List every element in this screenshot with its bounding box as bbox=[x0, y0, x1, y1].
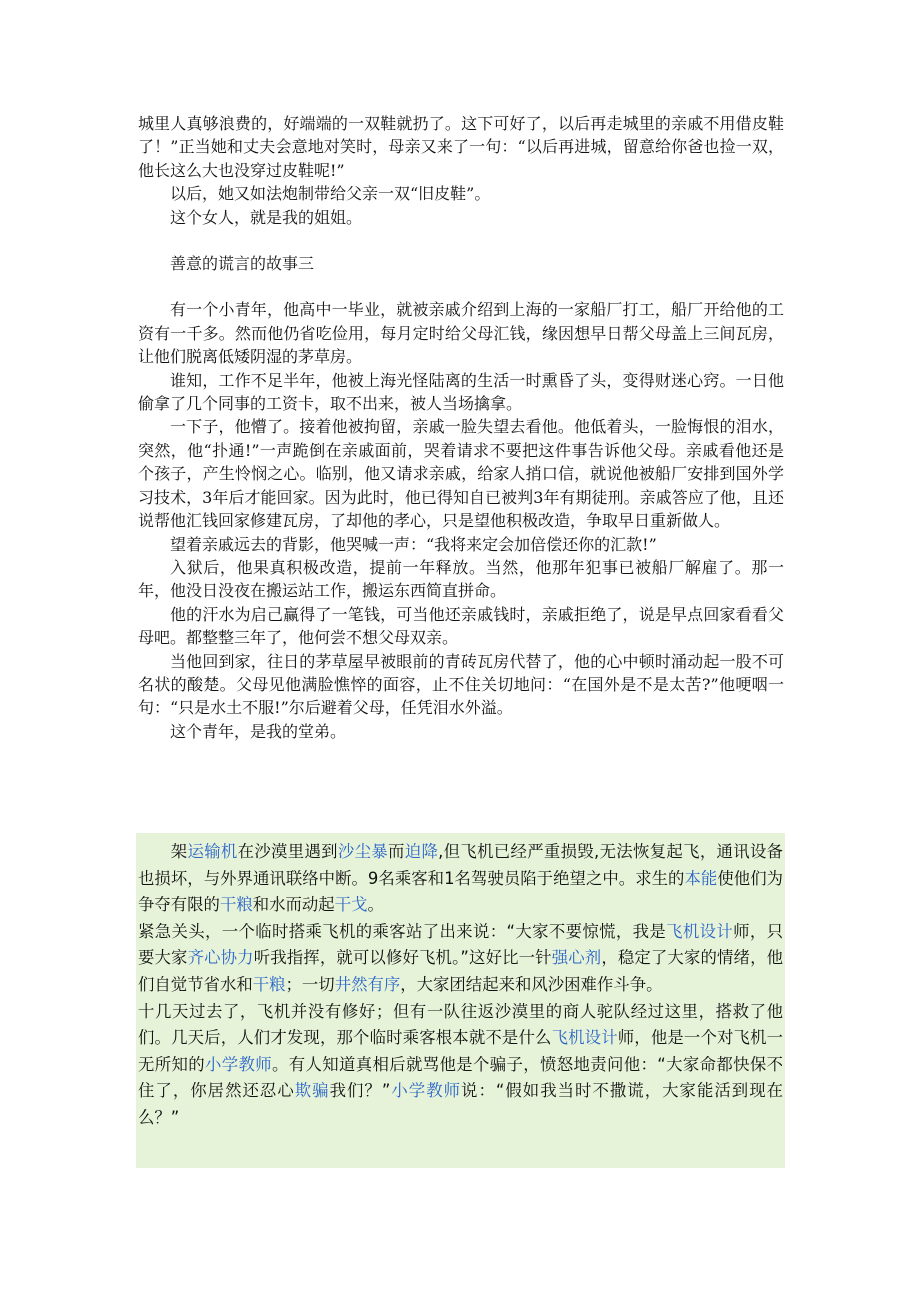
paragraph: 望着亲戚远去的背影，他哭喊一声：“我将来定会加倍偿还你的汇款!” bbox=[170, 534, 657, 554]
text-run: 使他们为争夺有限的 bbox=[138, 868, 784, 915]
text-run: 师，只要大家 bbox=[138, 921, 783, 968]
paragraph: 当他回到家，往日的茅草屋早被眼前的青砖瓦房代替了，他的心中顿时涌动起一股不可名状的酸楚。父母见他满脸憔悴的面容，止不住关切地问：“在国外是不是太苦?”他哽咽一句：“只是水土不服!”尔后避着父母，任凭泪水外溢。 bbox=[138, 651, 784, 718]
paragraph: 有一个小青年，他高中一毕业，就被亲戚介绍到上海的一家船厂打工，船厂开给他的工资有一千多。然而他仍省吃俭用，每月定时给父母汇钱，缘因想早日帮父母盖上三间瓦房，让他们脱离低矮阴湿的茅草房。 bbox=[138, 300, 784, 367]
keyword-link[interactable]: 飞机设计 bbox=[666, 921, 734, 941]
paragraph: 城里人真够浪费的，好端端的一双鞋就扔了。这下可好了，以后再走城里的亲戚不用借皮鞋了！”正当她和丈夫会意地对笑时，母亲又来了一句：“以后再进城，留意给你爸也捡一双，他长这么大也没穿过皮鞋呢!” bbox=[138, 114, 784, 180]
highlighted-story-section bbox=[136, 833, 785, 1168]
keyword-link[interactable]: 沙尘暴 bbox=[337, 842, 389, 861]
keyword-link[interactable]: 干粮 bbox=[252, 974, 286, 994]
text-run: 十几天过去了，飞机并没有修好；但有一队往返沙漠里的商人驼队经过这里，搭救了他们。几天后，人们才发现，那个临时乘客根本就不是什么 bbox=[138, 1001, 783, 1048]
story-section-1 bbox=[138, 112, 784, 743]
keyword-link[interactable]: 强心剂 bbox=[551, 948, 602, 968]
paragraph: 一下子，他懵了。接着他被拘留，亲戚一脸失望去看他。他低着头，一脸悔恨的泪水，突然，他“扑通!”一声跪倒在亲戚面前，哭着请求不要把这件事告诉他父母。亲戚看他还是个孩子，产生怜悯之心。临别，他又请求亲戚，给家人捎口信，就说他被船厂安排到国外学习技术，3年后才能回家。因为此时，他已得知自已被判3年有期徒刑。亲戚答应了他，且还说帮他汇钱回家修建瓦房，了却他的孝心，只是望他积极改造，争取早日重新做人。 bbox=[138, 417, 784, 531]
keyword-link[interactable]: 本能 bbox=[684, 868, 718, 888]
keyword-link[interactable]: 小学教师 bbox=[205, 1054, 272, 1074]
text-run: 紧急关头，一个临时搭乘飞机的乘客站了出来说：“大家不要惊慌，我是 bbox=[138, 921, 667, 941]
keyword-link[interactable]: 小学教师 bbox=[390, 1081, 462, 1101]
text-run: 在沙漠里遇到 bbox=[237, 842, 338, 861]
text-run: 说：“假如我当时不撒谎，大家能活到现在么？” bbox=[138, 1081, 784, 1127]
keyword-link[interactable]: 干粮 bbox=[219, 895, 253, 915]
text-run: 。有人知道真相后就骂他是个骗子，愤怒地责问他：“大家命都快保不住了，你居然还忍心 bbox=[138, 1054, 783, 1101]
paragraph: 他的汗水为启己赢得了一笔钱，可当他还亲戚钱时，亲戚拒绝了，说是早点回家看看父母吧。都整整三年了，他何尝不想父母双亲。 bbox=[138, 604, 784, 648]
paragraph bbox=[138, 839, 783, 919]
paragraph: 以后，她又如法炮制带给父亲一双“旧皮鞋”。 bbox=[170, 184, 491, 204]
text-run: 我们？” bbox=[329, 1081, 391, 1101]
keyword-link[interactable]: 齐心协力 bbox=[187, 948, 254, 968]
keyword-link[interactable]: 飞机设计 bbox=[551, 1028, 618, 1048]
text-run: ，大家团结起来和风沙困难作斗争。 bbox=[400, 974, 663, 994]
text-run: 。 bbox=[367, 895, 384, 915]
keyword-link[interactable]: 干戈 bbox=[334, 895, 368, 915]
text-run: ；一切 bbox=[285, 974, 335, 994]
section-title: 善意的谎言的故事三 bbox=[170, 254, 315, 274]
paragraph bbox=[138, 919, 783, 999]
text-run: ，稳定了大家的情绪，他们自觉节省水和 bbox=[138, 948, 784, 994]
text-run: ,但飞机已经严重损毁,无法恢复起飞，通讯设备也损坏，与外界通讯联络中断。9名乘客和1名驾驶员陷于绝望之中。求生的 bbox=[138, 842, 784, 888]
keyword-link[interactable]: 迫降 bbox=[404, 842, 439, 861]
paragraph: 这个女人，就是我的姐姐。 bbox=[170, 207, 363, 227]
text-run: 和水而动起 bbox=[252, 895, 335, 915]
text-run: 师，他是一个对飞机一无所知的 bbox=[138, 1028, 784, 1074]
keyword-link[interactable]: 井然有序 bbox=[334, 974, 401, 994]
paragraph: 谁知，工作不足半年，他被上海光怪陆离的生活一时熏昏了头，变得财迷心窍。一日他偷拿了几个同事的工资卡，取不出来，被人当场擒拿。 bbox=[138, 370, 784, 414]
paragraph: 这个青年，是我的堂弟。 bbox=[170, 721, 347, 741]
text-run: 听我指挥，就可以修好飞机。”这好比一针 bbox=[253, 948, 552, 968]
text-run: 架 bbox=[170, 842, 188, 861]
paragraph bbox=[138, 999, 783, 1132]
paragraph: 入狱后，他果真积极改造，提前一年释放。当然，他那年犯事已被船厂解雇了。那一年，他没日没夜在搬运站工作，搬运东西简直拼命。 bbox=[138, 557, 784, 601]
text-run: 而 bbox=[388, 842, 405, 861]
keyword-link[interactable]: 欺骗 bbox=[294, 1081, 330, 1101]
keyword-link[interactable]: 运输机 bbox=[187, 842, 238, 861]
